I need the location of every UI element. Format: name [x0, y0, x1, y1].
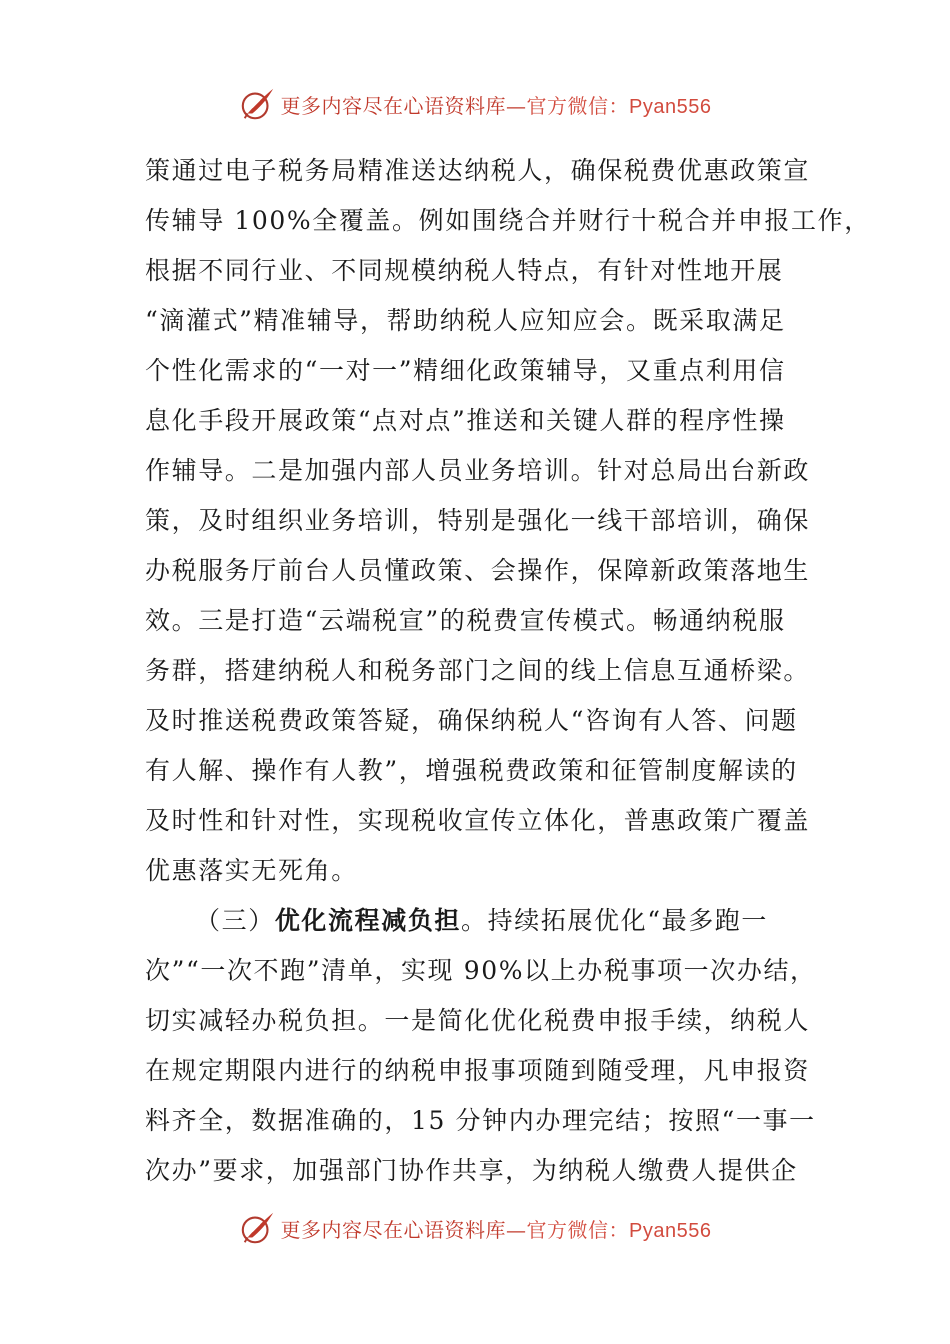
- section-3-first-line: [145, 896, 817, 946]
- text-line: 及时推送税费政策答疑，确保纳税人“咨询有人答、问题: [145, 706, 798, 735]
- text-line: 根据不同行业、不同规模纳税人特点，有针对性地开展: [145, 256, 784, 285]
- text-line: “滴灌式”精准辅导，帮助纳税人应知应会。既采取满足: [145, 306, 786, 335]
- text-line: 务群，搭建纳税人和税务部门之间的线上信息互通桥梁。: [145, 656, 811, 685]
- text-line: 在规定期限内进行的纳税申报事项随到随受理，凡申报资: [145, 1056, 811, 1085]
- text-line: 优惠落实无死角。: [145, 856, 358, 885]
- text-line: 及时性和针对性，实现税收宣传立体化，普惠政策广覆盖: [145, 806, 811, 835]
- section-3-prefix: （三）: [195, 906, 275, 935]
- document-body: [145, 146, 871, 1196]
- text-line: 办税服务厅前台人员懂政策、会操作，保障新政策落地生: [145, 556, 811, 585]
- text-line: 个性化需求的“一对一”精细化政策辅导，又重点利用信: [145, 356, 786, 385]
- text-line: 策，及时组织业务培训，特别是强化一线干部培训，确保: [145, 506, 811, 535]
- text-line: 息化手段开展政策“点对点”推送和关键人群的程序性操: [145, 406, 786, 435]
- text-line: 传辅导 100%全覆盖。例如围绕合并财行十税合并申报工作，: [145, 206, 871, 235]
- banner-contact: 官方微信：Pyan556: [526, 1219, 712, 1242]
- text-line: 次办”要求，加强部门协作共享，为纳税人缴费人提供企: [145, 1156, 798, 1185]
- text-line: 作辅导。二是加强内部人员业务培训。针对总局出台新政: [145, 456, 811, 485]
- text-line: 效。三是打造“云端税宣”的税费宣传模式。畅通纳税服: [145, 606, 786, 635]
- text-line: 策通过电子税务局精准送达纳税人，确保税费优惠政策宣: [145, 156, 811, 185]
- banner-contact: 官方微信：Pyan556: [526, 95, 712, 118]
- section-3-first-line-rest: 。持续拓展优化“最多跑一: [461, 906, 768, 935]
- text-line: 料齐全，数据准确的，15 分钟内办理完结；按照“一事一: [145, 1106, 816, 1135]
- text-line: 切实减轻办税负担。一是简化优化税费申报手续，纳税人: [145, 1006, 811, 1035]
- quill-pen-logo-icon: [239, 85, 277, 123]
- section-3-heading: 优化流程减负担: [274, 906, 462, 935]
- text-line: 有人解、操作有人教”，增强税费政策和征管制度解读的: [145, 756, 798, 785]
- text-line: 次”“一次不跑”清单，实现 90%以上办税事项一次办结，: [145, 956, 817, 985]
- footer-watermark-banner: [0, 1206, 950, 1250]
- banner-slogan: 更多内容尽在心语资料库: [280, 1217, 507, 1242]
- header-watermark-banner: [0, 82, 950, 126]
- banner-slogan: 更多内容尽在心语资料库: [280, 93, 507, 118]
- banner-separator: —: [506, 93, 527, 118]
- banner-separator: —: [506, 1217, 527, 1242]
- quill-pen-logo-icon: [239, 1209, 277, 1247]
